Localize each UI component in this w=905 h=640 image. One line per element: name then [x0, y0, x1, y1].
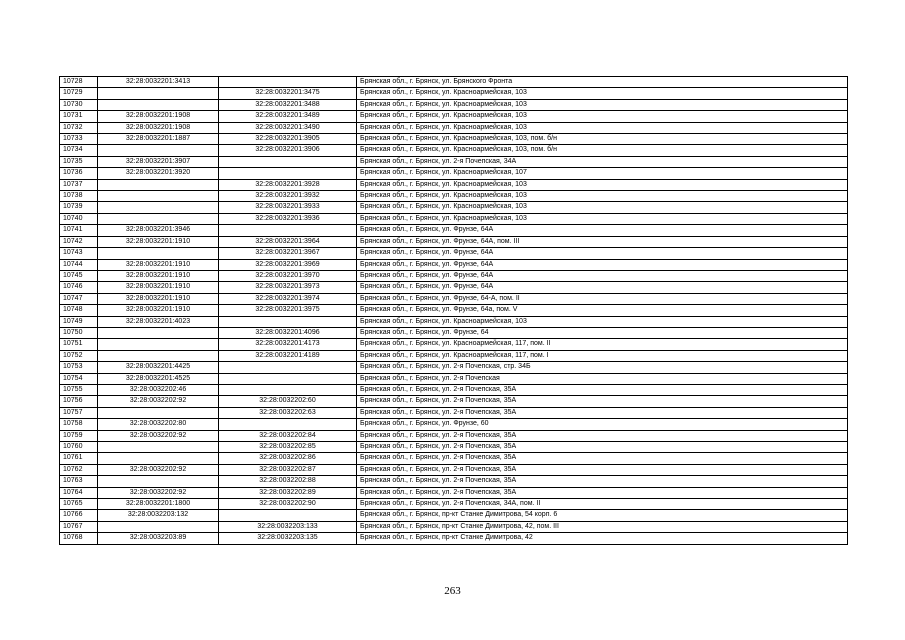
table-row — [60, 134, 848, 145]
table-row — [60, 179, 848, 190]
parcel-cadastral-cell: 32:28:0032201:1910 — [98, 259, 219, 270]
row-number-cell: 10745 — [60, 270, 98, 281]
table-row — [60, 350, 848, 361]
address-cell: Брянская обл., г. Брянск, ул. Фрунзе, 64А — [357, 282, 848, 293]
parcel-cadastral-cell: 32:28:0032201:1910 — [98, 270, 219, 281]
object-cadastral-cell: 32:28:0032201:3489 — [219, 111, 357, 122]
object-cadastral-cell: 32:28:0032202:87 — [219, 464, 357, 475]
row-number-cell: 10752 — [60, 350, 98, 361]
row-number-cell: 10729 — [60, 88, 98, 99]
parcel-cadastral-cell: 32:28:0032201:1908 — [98, 122, 219, 133]
parcel-cadastral-cell — [98, 88, 219, 99]
table-row — [60, 282, 848, 293]
address-cell: Брянская обл., г. Брянск, ул. Фрунзе, 64-А, пом. II — [357, 293, 848, 304]
row-number-cell: 10754 — [60, 373, 98, 384]
address-cell: Брянская обл., г. Брянск, ул. Красноармейская, 103 — [357, 191, 848, 202]
table-row — [60, 362, 848, 373]
row-number-cell: 10730 — [60, 99, 98, 110]
table-row — [60, 259, 848, 270]
address-cell: Брянская обл., г. Брянск, ул. Фрунзе, 64А — [357, 259, 848, 270]
table-row — [60, 270, 848, 281]
object-cadastral-cell — [219, 156, 357, 167]
row-number-cell: 10755 — [60, 384, 98, 395]
row-number-cell: 10748 — [60, 305, 98, 316]
object-cadastral-cell — [219, 77, 357, 88]
table-row — [60, 487, 848, 498]
address-cell: Брянская обл., г. Брянск, ул. Красноармейская, 103 — [357, 213, 848, 224]
object-cadastral-cell: 32:28:0032201:3488 — [219, 99, 357, 110]
object-cadastral-cell: 32:28:0032201:3906 — [219, 145, 357, 156]
parcel-cadastral-cell: 32:28:0032201:1887 — [98, 134, 219, 145]
parcel-cadastral-cell: 32:28:0032201:1910 — [98, 282, 219, 293]
row-number-cell: 10761 — [60, 453, 98, 464]
table-row — [60, 168, 848, 179]
object-cadastral-cell: 32:28:0032201:3973 — [219, 282, 357, 293]
parcel-cadastral-cell — [98, 145, 219, 156]
table-row — [60, 384, 848, 395]
table-row — [60, 510, 848, 521]
object-cadastral-cell: 32:28:0032201:3928 — [219, 179, 357, 190]
parcel-cadastral-cell — [98, 202, 219, 213]
table-row — [60, 156, 848, 167]
table-row — [60, 191, 848, 202]
address-cell: Брянская обл., г. Брянск, ул. Фрунзе, 64А — [357, 270, 848, 281]
object-cadastral-cell — [219, 510, 357, 521]
address-cell: Брянская обл., г. Брянск, ул. Красноармейская, 103 — [357, 88, 848, 99]
table-row — [60, 305, 848, 316]
row-number-cell: 10734 — [60, 145, 98, 156]
table-row — [60, 202, 848, 213]
address-cell: Брянская обл., г. Брянск, ул. Фрунзе, 64а, пом. V — [357, 305, 848, 316]
address-cell: Брянская обл., г. Брянск, ул. Красноармейская, 103 — [357, 99, 848, 110]
object-cadastral-cell: 32:28:0032202:88 — [219, 476, 357, 487]
parcel-cadastral-cell — [98, 327, 219, 338]
address-cell: Брянская обл., г. Брянск, пр-кт Станке Димитрова, 54 корп. 6 — [357, 510, 848, 521]
table-row — [60, 145, 848, 156]
address-cell: Брянская обл., г. Брянск, ул. 2-я Почепская, 35А — [357, 430, 848, 441]
object-cadastral-cell: 32:28:0032202:84 — [219, 430, 357, 441]
object-cadastral-cell — [219, 373, 357, 384]
parcel-cadastral-cell — [98, 339, 219, 350]
row-number-cell: 10746 — [60, 282, 98, 293]
object-cadastral-cell: 32:28:0032202:60 — [219, 396, 357, 407]
address-cell: Брянская обл., г. Брянск, ул. 2-я Почепская, 35А — [357, 464, 848, 475]
parcel-cadastral-cell — [98, 521, 219, 532]
table-row — [60, 327, 848, 338]
parcel-cadastral-cell: 32:28:0032201:1908 — [98, 111, 219, 122]
table-row — [60, 88, 848, 99]
parcel-cadastral-cell — [98, 213, 219, 224]
table-row — [60, 430, 848, 441]
object-cadastral-cell: 32:28:0032201:3933 — [219, 202, 357, 213]
object-cadastral-cell: 32:28:0032201:3969 — [219, 259, 357, 270]
table-row — [60, 213, 848, 224]
parcel-cadastral-cell — [98, 407, 219, 418]
row-number-cell: 10768 — [60, 533, 98, 544]
address-cell: Брянская обл., г. Брянск, ул. Фрунзе, 64 — [357, 327, 848, 338]
registry-table — [59, 76, 848, 545]
table-row — [60, 316, 848, 327]
row-number-cell: 10744 — [60, 259, 98, 270]
row-number-cell: 10758 — [60, 419, 98, 430]
object-cadastral-cell: 32:28:0032201:4096 — [219, 327, 357, 338]
page-number: 263 — [444, 585, 461, 597]
row-number-cell: 10765 — [60, 499, 98, 510]
object-cadastral-cell: 32:28:0032203:135 — [219, 533, 357, 544]
parcel-cadastral-cell — [98, 248, 219, 259]
row-number-cell: 10731 — [60, 111, 98, 122]
object-cadastral-cell — [219, 384, 357, 395]
row-number-cell: 10740 — [60, 213, 98, 224]
object-cadastral-cell: 32:28:0032201:3975 — [219, 305, 357, 316]
parcel-cadastral-cell — [98, 191, 219, 202]
address-cell: Брянская обл., г. Брянск, ул. Фрунзе, 64А — [357, 248, 848, 259]
parcel-cadastral-cell: 32:28:0032202:92 — [98, 464, 219, 475]
row-number-cell: 10733 — [60, 134, 98, 145]
row-number-cell: 10739 — [60, 202, 98, 213]
object-cadastral-cell: 32:28:0032201:3974 — [219, 293, 357, 304]
table-row — [60, 111, 848, 122]
row-number-cell: 10732 — [60, 122, 98, 133]
object-cadastral-cell: 32:28:0032201:4189 — [219, 350, 357, 361]
address-cell: Брянская обл., г. Брянск, ул. Красноармейская, 107 — [357, 168, 848, 179]
address-cell: Брянская обл., г. Брянск, ул. Красноармейская, 103 — [357, 316, 848, 327]
object-cadastral-cell — [219, 362, 357, 373]
object-cadastral-cell: 32:28:0032201:3964 — [219, 236, 357, 247]
object-cadastral-cell: 32:28:0032201:3475 — [219, 88, 357, 99]
address-cell: Брянская обл., г. Брянск, ул. Брянского Фронта — [357, 77, 848, 88]
address-cell: Брянская обл., г. Брянск, ул. Красноармейская, 103 — [357, 122, 848, 133]
address-cell: Брянская обл., г. Брянск, пр-кт Станке Димитрова, 42, пом. III — [357, 521, 848, 532]
parcel-cadastral-cell — [98, 179, 219, 190]
address-cell: Брянская обл., г. Брянск, пр-кт Станке Димитрова, 42 — [357, 533, 848, 544]
parcel-cadastral-cell: 32:28:0032202:80 — [98, 419, 219, 430]
row-number-cell: 10759 — [60, 430, 98, 441]
address-cell: Брянская обл., г. Брянск, ул. 2-я Почепская, 35А — [357, 384, 848, 395]
object-cadastral-cell: 32:28:0032203:133 — [219, 521, 357, 532]
row-number-cell: 10756 — [60, 396, 98, 407]
row-number-cell: 10763 — [60, 476, 98, 487]
table-row — [60, 396, 848, 407]
object-cadastral-cell: 32:28:0032201:3970 — [219, 270, 357, 281]
parcel-cadastral-cell: 32:28:0032201:1910 — [98, 305, 219, 316]
object-cadastral-cell: 32:28:0032201:3932 — [219, 191, 357, 202]
parcel-cadastral-cell: 32:28:0032202:92 — [98, 430, 219, 441]
parcel-cadastral-cell: 32:28:0032201:4023 — [98, 316, 219, 327]
row-number-cell: 10742 — [60, 236, 98, 247]
object-cadastral-cell — [219, 419, 357, 430]
parcel-cadastral-cell: 32:28:0032201:3946 — [98, 225, 219, 236]
address-cell: Брянская обл., г. Брянск, ул. Красноармейская, 103 — [357, 179, 848, 190]
registry-table-body — [60, 77, 848, 545]
parcel-cadastral-cell — [98, 350, 219, 361]
parcel-cadastral-cell: 32:28:0032201:3907 — [98, 156, 219, 167]
address-cell: Брянская обл., г. Брянск, ул. 2-я Почепская, 35А — [357, 396, 848, 407]
object-cadastral-cell: 32:28:0032201:3967 — [219, 248, 357, 259]
row-number-cell: 10737 — [60, 179, 98, 190]
row-number-cell: 10766 — [60, 510, 98, 521]
row-number-cell: 10735 — [60, 156, 98, 167]
object-cadastral-cell — [219, 225, 357, 236]
table-row — [60, 476, 848, 487]
address-cell: Брянская обл., г. Брянск, ул. Красноармейская, 103 — [357, 111, 848, 122]
address-cell: Брянская обл., г. Брянск, ул. Красноармейская, 103 — [357, 202, 848, 213]
parcel-cadastral-cell: 32:28:0032203:132 — [98, 510, 219, 521]
table-row — [60, 453, 848, 464]
address-cell: Брянская обл., г. Брянск, ул. Фрунзе, 64А — [357, 225, 848, 236]
parcel-cadastral-cell: 32:28:0032202:92 — [98, 396, 219, 407]
table-row — [60, 521, 848, 532]
row-number-cell: 10762 — [60, 464, 98, 475]
object-cadastral-cell — [219, 168, 357, 179]
parcel-cadastral-cell: 32:28:0032203:89 — [98, 533, 219, 544]
parcel-cadastral-cell: 32:28:0032202:92 — [98, 487, 219, 498]
address-cell: Брянская обл., г. Брянск, ул. 2-я Почепская, 35А — [357, 476, 848, 487]
address-cell: Брянская обл., г. Брянск, ул. Красноармейская, 117, пом. II — [357, 339, 848, 350]
row-number-cell: 10764 — [60, 487, 98, 498]
parcel-cadastral-cell — [98, 99, 219, 110]
row-number-cell: 10728 — [60, 77, 98, 88]
object-cadastral-cell: 32:28:0032201:3905 — [219, 134, 357, 145]
parcel-cadastral-cell: 32:28:0032201:1910 — [98, 236, 219, 247]
table-row — [60, 499, 848, 510]
row-number-cell: 10750 — [60, 327, 98, 338]
row-number-cell: 10757 — [60, 407, 98, 418]
table-row — [60, 419, 848, 430]
table-row — [60, 533, 848, 544]
parcel-cadastral-cell — [98, 442, 219, 453]
address-cell: Брянская обл., г. Брянск, ул. Красноармейская, 103, пом. б/н — [357, 145, 848, 156]
object-cadastral-cell: 32:28:0032201:3490 — [219, 122, 357, 133]
parcel-cadastral-cell: 32:28:0032201:4525 — [98, 373, 219, 384]
row-number-cell: 10747 — [60, 293, 98, 304]
table-row — [60, 99, 848, 110]
address-cell: Брянская обл., г. Брянск, ул. 2-я Почепская, 34А, пом. II — [357, 499, 848, 510]
row-number-cell: 10741 — [60, 225, 98, 236]
table-row — [60, 293, 848, 304]
table-row — [60, 122, 848, 133]
object-cadastral-cell: 32:28:0032202:86 — [219, 453, 357, 464]
object-cadastral-cell: 32:28:0032202:63 — [219, 407, 357, 418]
parcel-cadastral-cell: 32:28:0032202:46 — [98, 384, 219, 395]
parcel-cadastral-cell: 32:28:0032201:1910 — [98, 293, 219, 304]
object-cadastral-cell: 32:28:0032202:89 — [219, 487, 357, 498]
address-cell: Брянская обл., г. Брянск, ул. 2-я Почепская, 35А — [357, 442, 848, 453]
row-number-cell: 10753 — [60, 362, 98, 373]
table-row — [60, 236, 848, 247]
address-cell: Брянская обл., г. Брянск, ул. 2-я Почепская, стр. 34Б — [357, 362, 848, 373]
row-number-cell: 10738 — [60, 191, 98, 202]
address-cell: Брянская обл., г. Брянск, ул. Фрунзе, 64А, пом. III — [357, 236, 848, 247]
row-number-cell: 10767 — [60, 521, 98, 532]
address-cell: Брянская обл., г. Брянск, ул. Красноармейская, 103, пом. б/н — [357, 134, 848, 145]
address-cell: Брянская обл., г. Брянск, ул. Красноармейская, 117, пом. I — [357, 350, 848, 361]
address-cell: Брянская обл., г. Брянск, ул. 2-я Почепская — [357, 373, 848, 384]
row-number-cell: 10749 — [60, 316, 98, 327]
object-cadastral-cell — [219, 316, 357, 327]
object-cadastral-cell: 32:28:0032201:4173 — [219, 339, 357, 350]
table-row — [60, 407, 848, 418]
table-row — [60, 442, 848, 453]
object-cadastral-cell: 32:28:0032201:3936 — [219, 213, 357, 224]
row-number-cell: 10736 — [60, 168, 98, 179]
table-row — [60, 373, 848, 384]
parcel-cadastral-cell — [98, 453, 219, 464]
parcel-cadastral-cell: 32:28:0032201:1800 — [98, 499, 219, 510]
address-cell: Брянская обл., г. Брянск, ул. 2-я Почепская, 35А — [357, 407, 848, 418]
object-cadastral-cell: 32:28:0032202:85 — [219, 442, 357, 453]
parcel-cadastral-cell — [98, 476, 219, 487]
parcel-cadastral-cell: 32:28:0032201:3413 — [98, 77, 219, 88]
table-row — [60, 77, 848, 88]
parcel-cadastral-cell: 32:28:0032201:3920 — [98, 168, 219, 179]
table-row — [60, 248, 848, 259]
table-row — [60, 339, 848, 350]
row-number-cell: 10743 — [60, 248, 98, 259]
table-row — [60, 464, 848, 475]
address-cell: Брянская обл., г. Брянск, ул. Фрунзе, 60 — [357, 419, 848, 430]
address-cell: Брянская обл., г. Брянск, ул. 2-я Почепская, 34А — [357, 156, 848, 167]
address-cell: Брянская обл., г. Брянск, ул. 2-я Почепская, 35А — [357, 487, 848, 498]
row-number-cell: 10760 — [60, 442, 98, 453]
row-number-cell: 10751 — [60, 339, 98, 350]
table-row — [60, 225, 848, 236]
object-cadastral-cell: 32:28:0032202:90 — [219, 499, 357, 510]
parcel-cadastral-cell: 32:28:0032201:4425 — [98, 362, 219, 373]
address-cell: Брянская обл., г. Брянск, ул. 2-я Почепская, 35А — [357, 453, 848, 464]
